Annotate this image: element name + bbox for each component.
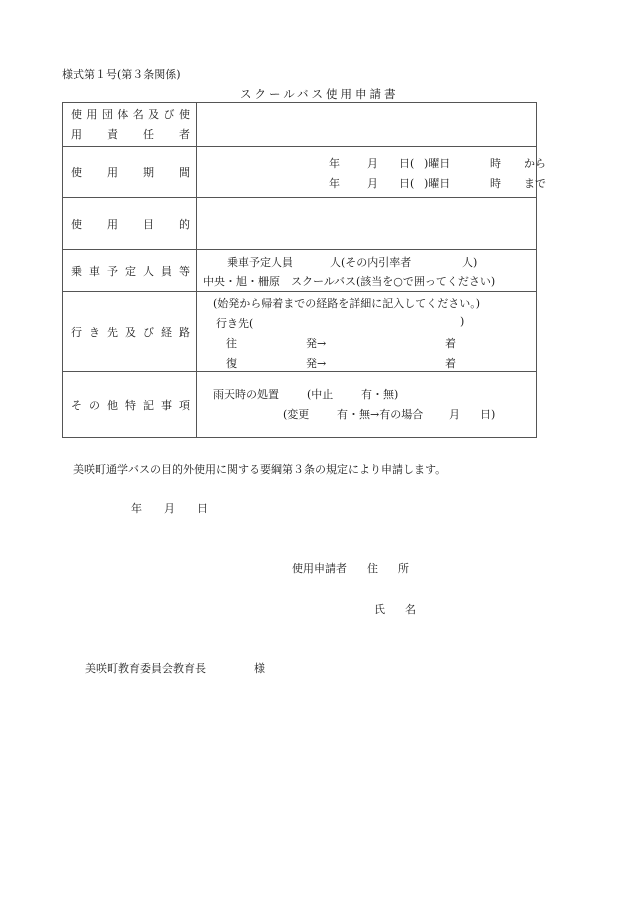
label-route: 行 き 先 及 び 経 路 [63, 292, 197, 372]
label-purpose: 使 用 目 的 [63, 198, 197, 250]
label-organization-line2: 用 責 任 者 [71, 127, 190, 141]
document-title: スクールバス使用申請書 [240, 87, 399, 101]
application-date[interactable]: 年 月 日 [131, 502, 208, 515]
label-period: 使 用 期 間 [63, 147, 197, 198]
label-other: そ の 他 特 記 事 項 [63, 372, 197, 438]
applicant-address[interactable]: 使用申請者 住 所 [292, 562, 409, 575]
table-row-route [63, 292, 537, 372]
table-row-other [63, 372, 537, 438]
purpose-field[interactable] [197, 198, 537, 250]
form-number: 様式第１号(第３条関係) [62, 68, 181, 81]
addressee: 美咲町教育委員会教育長 様 [85, 662, 265, 675]
application-table [62, 102, 546, 438]
other-field[interactable]: 雨天時の処置 (中止 有・無) (変更 有・無→有の場合 月 日) [197, 372, 537, 438]
table-row-period [63, 147, 537, 198]
table-row-passengers [63, 250, 537, 292]
table-row-organization [63, 103, 537, 147]
label-passengers: 乗 車 予 定 人 員 等 [63, 250, 197, 292]
organization-field[interactable] [197, 103, 537, 147]
label-organization-line1: 使 用 団 体 名 及 び 使 [71, 107, 190, 121]
application-statement: 美咲町通学バスの目的外使用に関する要綱第３条の規定により申請します。 [73, 463, 447, 476]
period-field[interactable]: 年 月 日( )曜日 時 から 年 月 日( )曜日 時 まで [197, 147, 537, 198]
table-row-purpose [63, 198, 537, 250]
applicant-name[interactable]: 氏 名 [374, 603, 416, 616]
route-field[interactable]: (始発から帰着までの経路を詳細に記入してください。) 行き先( ) 往 発→ 着 復 発→ 着 [197, 292, 537, 372]
label-organization [63, 103, 197, 147]
passengers-field[interactable]: 乗車予定人員 人(その内引率者 人) 中央・旭・柵原 スクールバス(該当を○で囲ってください) [197, 250, 537, 292]
